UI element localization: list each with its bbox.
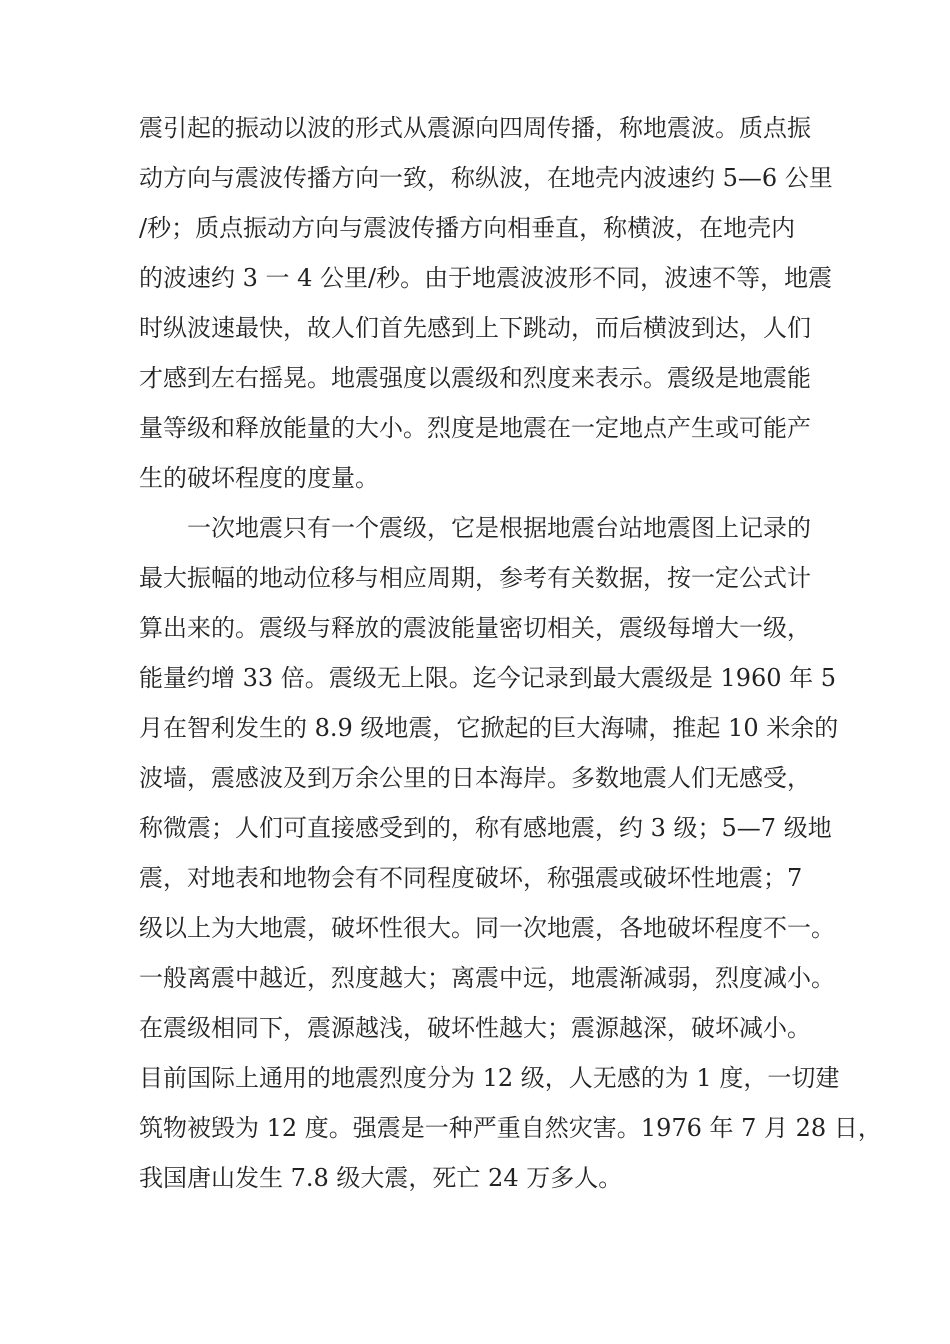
text-line: 级以上为大地震，破坏性很大。同一次地震，各地破坏程度不一。 bbox=[139, 914, 835, 942]
text-line: 筑物被毁为 12 度。强震是一种严重自然灾害。1976 年 7 月 28 日， bbox=[139, 1114, 882, 1142]
text-line: 目前国际上通用的地震烈度分为 12 级，人无感的为 1 度，一切建 bbox=[139, 1064, 840, 1092]
text-line: 的波速约 3 一 4 公里/秒。由于地震波波形不同，波速不等，地震 bbox=[139, 264, 833, 292]
text-line: 时纵波速最快，故人们首先感到上下跳动，而后横波到达，人们 bbox=[139, 314, 811, 342]
text-line: 才感到左右摇晃。地震强度以震级和烈度来表示。震级是地震能 bbox=[139, 364, 811, 392]
text-line: 波墙，震感波及到万余公里的日本海岸。多数地震人们无感受， bbox=[139, 764, 811, 792]
text-line: 一次地震只有一个震级，它是根据地震台站地震图上记录的 bbox=[139, 514, 811, 542]
paragraph-magnitude-intensity bbox=[139, 503, 882, 1203]
text-line: /秒；质点振动方向与震波传播方向相垂直，称横波，在地壳内 bbox=[139, 214, 796, 242]
text-line: 能量约增 33 倍。震级无上限。迄今记录到最大震级是 1960 年 5 bbox=[139, 664, 837, 692]
text-line: 最大振幅的地动位移与相应周期，参考有关数据，按一定公式计 bbox=[139, 564, 811, 592]
document-body bbox=[139, 103, 882, 1203]
text-line: 震，对地表和地物会有不同程度破坏，称强震或破坏性地震；7 bbox=[139, 864, 803, 892]
text-line: 在震级相同下，震源越浅，破坏性越大；震源越深，破坏减小。 bbox=[139, 1014, 811, 1042]
paragraph-seismic-waves bbox=[139, 103, 839, 503]
text-line: 月在智利发生的 8.9 级地震，它掀起的巨大海啸，推起 10 米余的 bbox=[139, 714, 839, 742]
text-line: 算出来的。震级与释放的震波能量密切相关，震级每增大一级， bbox=[139, 614, 811, 642]
text-line: 称微震；人们可直接感受到的，称有感地震，约 3 级；5—7 级地 bbox=[139, 814, 832, 842]
text-line: 动方向与震波传播方向一致，称纵波，在地壳内波速约 5—6 公里 bbox=[139, 164, 833, 192]
text-line: 我国唐山发生 7.8 级大震，死亡 24 万多人。 bbox=[139, 1164, 623, 1192]
text-line: 震引起的振动以波的形式从震源向四周传播，称地震波。质点振 bbox=[139, 114, 811, 142]
text-line: 一般离震中越近，烈度越大；离震中远，地震渐减弱，烈度减小。 bbox=[139, 964, 835, 992]
text-line: 生的破坏程度的度量。 bbox=[139, 464, 379, 492]
text-line: 量等级和释放能量的大小。烈度是地震在一定地点产生或可能产 bbox=[139, 414, 811, 442]
